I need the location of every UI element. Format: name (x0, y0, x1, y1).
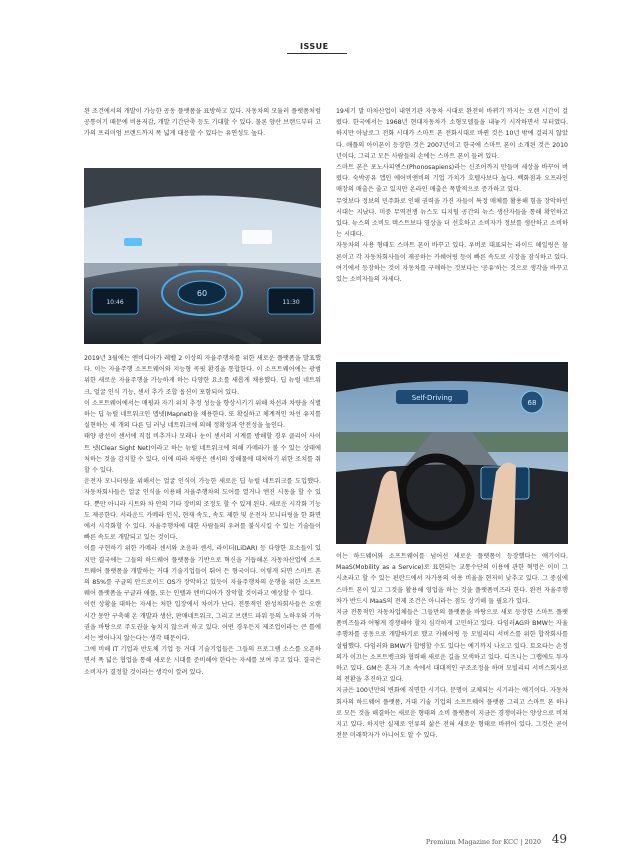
magazine-title: Premium Magazine for KCC (425, 838, 519, 846)
self-driving-caption: Self-Driving (411, 394, 453, 402)
left-top-column (84, 106, 321, 140)
paragraph: 무엇보다 정보의 민주화로 인해 권력을 가진 자들이 특정 매체를 활용해 힘을 장악하던 시대는 지났다. 미중 무역전쟁 뉴스도 디지털 공간의 뉴스 생산자들을 통해 확인하고 있다. 뉴스의 소비도 텍스트보다 영상을 더 선호하고 소비자가 정보를 생산하고 소비하는 시대다. (336, 197, 568, 239)
car-hud-illustration (84, 168, 321, 344)
paragraph: 지금은 100년만의 변화에 직면한 시기다. 문명이 교체되는 시기라는 얘기이다. 자동차회사의 하드웨어 플랫폼, 거대 기술 기업의 소프트웨어 플랫폼 그리고 스마트 폰 하나로 모든 것을 해결하는 새로운 형태의 소비 플랫폼이 지금은 경쟁이라는 양상으로 비쳐지고 있다. 하지만 실제로 인류의 삶은 전혀 새로운 형태로 바뀌어 있다. 그것은 곧이 전문 미래학자가 아니어도 알 수 있다. (336, 687, 568, 740)
paragraph: 스마트 폰은 포노사피엔스(Phonosapiens)라는 신조어까지 만들며 세상을 바꾸어 버렸다. 숙박공유 앱인 에어비앤비의 기업 가치가 호텔사보다 높다. 백화점과 오프라인 매장의 매출은 줄고 있지만 온라인 매출은 폭발적으로 증가하고 있다. (336, 164, 568, 194)
paragraph: 지금 전통적인 자동차업체들은 그들만의 플랫폼을 바탕으로 새로 등장한 스마트 플랫폼비즈들과 어떻게 경쟁해야 할지 심각하게 고민하고 있다. 다임러AG와 BMW는 자율주행차를 공동으로 개발하기로 했고 카쉐어링 등 모빌리티 서비스를 위한 합작회사를 설립했다. 다임러와 BMW가 합병할 수도 있다는 예기까지 나오고 있다. 토요타는 손정의가 이끄는 소프트뱅크와 협력해 새로운 길을 모색하고 있다. 디즈니는 그랩에도 투자하고 있다. GM은 혼자 기초 속에서 대대적인 구조조정을 하며 모빌리티 서비스회사로의 전환을 추진하고 있다. (336, 609, 568, 684)
section-label: ISSUE (300, 42, 329, 51)
magazine-name: Premium Magazine for KCC | 2020 (425, 838, 541, 846)
paragraph: 그에 비해 IT 기업과 반도체 기업 등 거대 기술기업들은 그들의 프로그램 소스를 오픈하면서 폭 넓은 협업을 통해 새로운 시대를 준비해야 한다는 자세를 보여 주고 있다. 결국은 소비자가 결정할 것이라는 생각이 깔려 있다. (84, 646, 321, 676)
self-driving-speed: 68 (527, 399, 537, 407)
hud-label: 10:46 (106, 299, 124, 306)
paragraph: 태양 광선이 센서에 직접 비추거나 모래나 눈이 센서의 시계를 방해할 경우 클리어 사이트 넷(Clear Sight Net)이라고 하는 뉴럴 네트워크에 의해 카메라가 볼 수 있는 상태에 처하는 것을 감지할 수 있다. 이에 따라 차량은 센서의 장해물에 대처하기 위한 조치를 취할 수 있다. (84, 433, 321, 475)
paragraph: 된 조건에서의 개발이 가능한 공동 플랫폼을 표방하고 있다. 자동차의 모듈러 플랫폼처럼 공통이기 때문에 비용저감, 개발 기간단축 등도 기대할 수 있다. 물론 양산 브랜드부터 고가의 프리미엄 브랜드까지 폭 넓게 대응할 수 있다는 유연성도 높다. (84, 108, 321, 138)
car-dashboard-hud-image (84, 168, 321, 344)
page-number: 49 (551, 832, 567, 846)
self-driving-illustration (336, 362, 568, 544)
paragraph: 이는 하드웨어와 소프트웨어를 넘어선 새로운 플랫폼이 등장했다는 얘기이다. MaaS(Mobility as a Service)로 표현되는 교통수단의 이용에 관한 혁명은 이미 그 시초라고 할 수 있는 핀란드에서 자가용의 이용 비율을 현저히 낮추고 있다. 그 중심에 스마트 폰이 있고 그것을 활용해 영업을 하는 것을 플랫폼비즈라 한다. 완전 자율주행차가 반드시 MaaS의 전제 조건은 아니라는 점도 상기해 둘 필요가 있다. (336, 553, 568, 605)
page-header (0, 42, 637, 58)
hud-clock: 11:30 (282, 299, 300, 306)
paragraph: 이 소프트웨어에서는 매핑과 자기 위치 추정 성능을 향상시키기 위해 차선과 차량을 식별하는 딥 뉴럴 네트워크인 맵넷(Mapnet)을 채용한다. 또 확실하고 체계적인 차선 유지를 실현하는 세 개의 다른 딥 러닝 네트워크에 의해 정확성과 안전성을 높인다. (84, 399, 321, 430)
paragraph: 2019년 3월에는 엔비디아가 레벨 2 이상의 자율주행차를 위한 새로운 플랫폼을 발표했다. 이는 자율주행 소프트웨어와 지능형 콕핏 환경을 통합한다. 이 소프트웨어에는 광범위한 새로운 자율주행을 가능하게 하는 다양한 요소를 새롭게 채용했다. 딥 뉴럴 네트워크, 얼굴 인식 기능, 센서 추가 조합 옵션이 포함되어 있다. (84, 355, 321, 396)
issue-year: 2020 (524, 838, 541, 846)
paragraph: 운전자 모니터링을 위해서는 얼굴 인식이 가능한 새로운 딥 뉴럴 네트워크를 도입했다. 자동차회사들은 얼굴 인식을 이용해 자율주행차의 도어를 열거나 엔진 시동을 할 수 있다. 뿐만 아니라 시트와 차 안의 기타 장비의 조정도 할 수 있게 된다. 새로운 시각화 기능도 제공한다. 서라운드 카메라 인식, 현재 속도, 속도 제한 및 운전자 모니터링을 한 화면에서 시각화할 수 있다. 자율주행차에 대한 사람들의 우려를 불식시킬 수 있는 기술들이 빠른 속도로 개발되고 있는 것이다. (84, 478, 321, 542)
section-rule (287, 53, 347, 54)
paragraph: 자동차의 사용 형태도 스마트 폰이 바꾸고 있다. 우버로 대표되는 라이드 헤일링은 물론이고 각 자동차회사들이 제공하는 카쉐어링 등이 빠른 속도로 시장을 잠식하고 있다. 여기에서 등장하는 것이 자동차를 구매하는 것보다는 '공유'하는 것으로 생각을 바꾸고 있는 소비자들의 자세다. (336, 242, 568, 284)
hud-speed-readout: 60 (196, 289, 208, 298)
paragraph: 19세기 말 마차산업이 내연기관 자동차 시대로 완전히 바뀌기 까지는 오랜 시간이 걸렸다. 한국에서는 1968년 현대자동차가 소형모델들을 내놓기 시작하면서 부터였다. 하지만 아날로그 전화 시대가 스마트 폰 전화시대로 바뀐 것은 10년 밖에 걸리지 않았다. 애플의 아이폰이 등장한 것은 2007년이고 한국에 스마트 폰이 소개된 것은 2010년이다. 그리고 모든 사람들의 손에는 스마트 폰이 들려 있다. (336, 108, 568, 160)
right-bottom-column (336, 551, 568, 741)
paragraph: 이런 상황을 대하는 자세는 처한 입장에서 차이가 난다. 전통적인 완성차회사들은 오랜 시간 동안 구축해 온 개발과 생산, 판매네트워크, 그리고 브랜드 파워 등의 노하우와 기득권을 바탕으로 주도권을 놓치지 않으려 하고 있다. 어떤 경우든지 제조업이라는 큰 틀에서는 벗어나지 않는다는 생각 때문이다. (84, 601, 321, 643)
right-top-column (336, 106, 568, 285)
left-bottom-column (84, 353, 321, 678)
self-driving-cockpit-image (336, 362, 568, 544)
paragraph: 이를 구현하기 위한 카메라 센서와 초음파 센서, 라이더(LiDAR) 등 다양한 요소들이 있지만 결국에는 그들의 하드웨어 플랫폼을 기반으로 혁신을 거듭해온 자동차산업에 소프트웨어 플랫폼을 개발하는 거대 기술기업들이 뛰어 든 형국이다. 이렇게 되면 스마트 폰의 85%를 구글의 안드로이드 OS가 장악하고 있듯이 자율주행차의 운행을 위한 소프트웨어 플랫폼을 구글과 애플, 또는 인텔과 엔비디아가 장악할 것이라고 예상할 수 있다. (84, 545, 321, 598)
